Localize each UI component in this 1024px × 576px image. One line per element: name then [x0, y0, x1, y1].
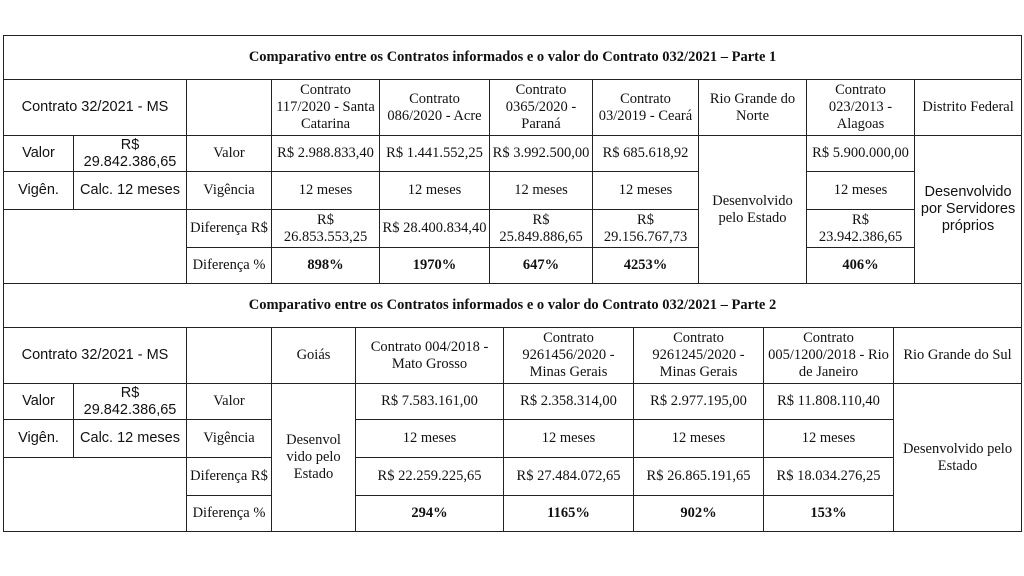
ms-contract-header: Contrato 32/2021 - MS — [4, 80, 187, 136]
state-header: Distrito Federal — [915, 80, 1022, 136]
contract-vigencia: 12 meses — [634, 420, 764, 458]
contract-diferenca-pct: 406% — [807, 248, 915, 284]
state-header: Goiás — [272, 328, 356, 384]
state-note: Desenvolvido pelo Estado — [894, 384, 1022, 532]
table-title: Comparativo entre os Contratos informados e o valor do Contrato 032/2021 – Parte 1 — [4, 36, 1022, 80]
comparison-table-part-1 — [3, 35, 1022, 284]
contract-diferenca: R$ 22.259.225,65 — [356, 458, 504, 496]
blank-cell — [4, 458, 187, 532]
contract-vigencia: 12 meses — [807, 172, 915, 210]
row-label-diferenca-pct: Diferença % — [187, 496, 272, 532]
blank-cell — [187, 328, 272, 384]
blank-cell — [4, 210, 187, 284]
row-label-diferenca-pct: Diferença % — [187, 248, 272, 284]
contract-diferenca: R$ 27.484.072,65 — [504, 458, 634, 496]
contract-valor: R$ 5.900.000,00 — [807, 136, 915, 172]
contract-diferenca: R$ 25.849.886,65 — [490, 210, 593, 248]
comparison-table-part-2 — [3, 283, 1022, 532]
ms-vigencia-value: Calc. 12 meses — [74, 420, 187, 458]
contract-valor: R$ 1.441.552,25 — [380, 136, 490, 172]
contract-diferenca-pct: 294% — [356, 496, 504, 532]
state-note: Desenvolvido pelo Estado — [699, 136, 807, 284]
contract-valor: R$ 2.358.314,00 — [504, 384, 634, 420]
contract-header: Contrato 023/2013 - Alagoas — [807, 80, 915, 136]
contract-diferenca: R$ 23.942.386,65 — [807, 210, 915, 248]
contract-diferenca-pct: 898% — [272, 248, 380, 284]
contract-diferenca-pct: 902% — [634, 496, 764, 532]
contract-header: Contrato 0365/2020 - Paraná — [490, 80, 593, 136]
row-label-vigencia: Vigência — [187, 420, 272, 458]
contract-diferenca-pct: 1165% — [504, 496, 634, 532]
contract-diferenca: R$ 18.034.276,25 — [764, 458, 894, 496]
state-header: Rio Grande do Sul — [894, 328, 1022, 384]
contract-diferenca: R$ 26.865.191,65 — [634, 458, 764, 496]
row-label-vigencia: Vigência — [187, 172, 272, 210]
contract-valor: R$ 11.808.110,40 — [764, 384, 894, 420]
contract-diferenca: R$ 28.400.834,40 — [380, 210, 490, 248]
ms-vigencia-label: Vigên. — [4, 172, 74, 210]
contract-vigencia: 12 meses — [593, 172, 699, 210]
ms-valor-label: Valor — [4, 384, 74, 420]
contract-vigencia: 12 meses — [356, 420, 504, 458]
row-label-valor: Valor — [187, 384, 272, 420]
ms-vigencia-label: Vigên. — [4, 420, 74, 458]
ms-valor-value: R$ 29.842.386,65 — [74, 136, 187, 172]
contract-vigencia: 12 meses — [490, 172, 593, 210]
state-note: Desenvol vido pelo Estado — [272, 384, 356, 532]
contract-diferenca-pct: 1970% — [380, 248, 490, 284]
contract-diferenca-pct: 153% — [764, 496, 894, 532]
contract-valor: R$ 3.992.500,00 — [490, 136, 593, 172]
ms-valor-label: Valor — [4, 136, 74, 172]
table-title: Comparativo entre os Contratos informados e o valor do Contrato 032/2021 – Parte 2 — [4, 284, 1022, 328]
contract-header: Contrato 004/2018 - Mato Grosso — [356, 328, 504, 384]
contract-header: Contrato 117/2020 - Santa Catarina — [272, 80, 380, 136]
contract-diferenca: R$ 29.156.767,73 — [593, 210, 699, 248]
contract-valor: R$ 2.988.833,40 — [272, 136, 380, 172]
contract-valor: R$ 7.583.161,00 — [356, 384, 504, 420]
contract-header: Contrato 03/2019 - Ceará — [593, 80, 699, 136]
contract-vigencia: 12 meses — [380, 172, 490, 210]
contract-vigencia: 12 meses — [272, 172, 380, 210]
blank-cell — [187, 80, 272, 136]
contract-valor: R$ 685.618,92 — [593, 136, 699, 172]
contract-header: Contrato 005/1200/2018 - Rio de Janeiro — [764, 328, 894, 384]
contract-diferenca: R$ 26.853.553,25 — [272, 210, 380, 248]
row-label-diferenca-rs: Diferença R$ — [187, 458, 272, 496]
contract-header: Contrato 9261456/2020 - Minas Gerais — [504, 328, 634, 384]
contract-header: Contrato 9261245/2020 - Minas Gerais — [634, 328, 764, 384]
state-header: Rio Grande do Norte — [699, 80, 807, 136]
ms-valor-value: R$ 29.842.386,65 — [74, 384, 187, 420]
contract-header: Contrato 086/2020 - Acre — [380, 80, 490, 136]
contract-vigencia: 12 meses — [764, 420, 894, 458]
state-note: Desenvolvido por Servidores próprios — [915, 136, 1022, 284]
ms-contract-header: Contrato 32/2021 - MS — [4, 328, 187, 384]
row-label-valor: Valor — [187, 136, 272, 172]
contract-diferenca-pct: 647% — [490, 248, 593, 284]
ms-vigencia-value: Calc. 12 meses — [74, 172, 187, 210]
contract-valor: R$ 2.977.195,00 — [634, 384, 764, 420]
contract-diferenca-pct: 4253% — [593, 248, 699, 284]
row-label-diferenca-rs: Diferença R$ — [187, 210, 272, 248]
document-page — [3, 35, 1021, 532]
contract-vigencia: 12 meses — [504, 420, 634, 458]
